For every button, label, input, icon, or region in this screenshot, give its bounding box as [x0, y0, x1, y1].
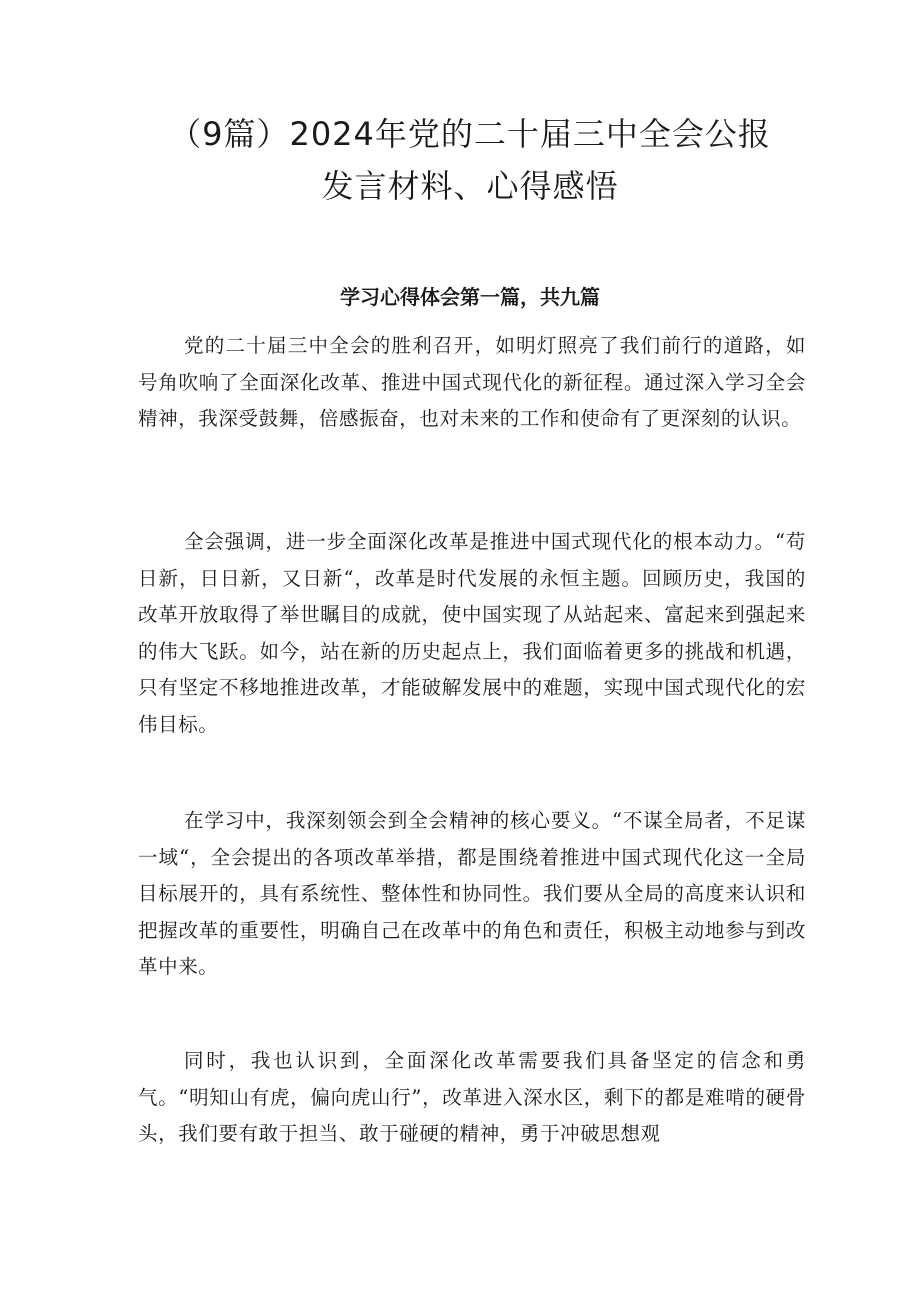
paragraph-4: 同时，我也认识到，全面深化改革需要我们具备坚定的信念和勇气。“明知山有虎，偏向虎山行”，改革进入深水区，剩下的都是难啃的硬骨头，我们要有敢于担当、敢于碰硬的精神，勇于冲破思想观 [138, 1049, 806, 1145]
paragraph-3: 在学习中，我深刻领会到全会精神的核心要义。“不谋全局者，不足谋一域“，全会提出的各项改革举措，都是围绕着推进中国式现代化这一全局目标展开的，具有系统性、整体性和协同性。我们要从全局的高度来认识和把握改革的重要性，明确自己在改革中的角色和责任，积极主动地参与到改革中来。 [138, 809, 806, 978]
paragraph-1: 党的二十届三中全会的胜利召开，如明灯照亮了我们前行的道路，如号角吹响了全面深化改革、推进中国式现代化的新征程。通过深入学习全会精神，我深受鼓舞，倍感振奋，也对未来的工作和使命有了更深刻的认识。 [138, 334, 806, 430]
document-title-line-2: 发言材料、心得感悟 [321, 167, 619, 205]
paragraph-2: 全会强调，进一步全面深化改革是推进中国式现代化的根本动力。“苟日新，日日新，又日新“，改革是时代发展的永恒主题。回顾历史，我国的改革开放取得了举世瞩目的成就，使中国实现了从站起来、富起来到强起来的伟大飞跃。如今，站在新的历史起点上，我们面临着更多的挑战和机遇，只有坚定不移地推进改革，才能破解发展中的难题，实现中国式现代化的宏伟目标。 [138, 530, 806, 736]
document-title [120, 108, 820, 212]
section-heading: 学习心得体会第一篇，共九篇 [340, 285, 600, 309]
document-title-line-1: （9篇）2024年党的二十届三中全会公报 [169, 115, 771, 153]
